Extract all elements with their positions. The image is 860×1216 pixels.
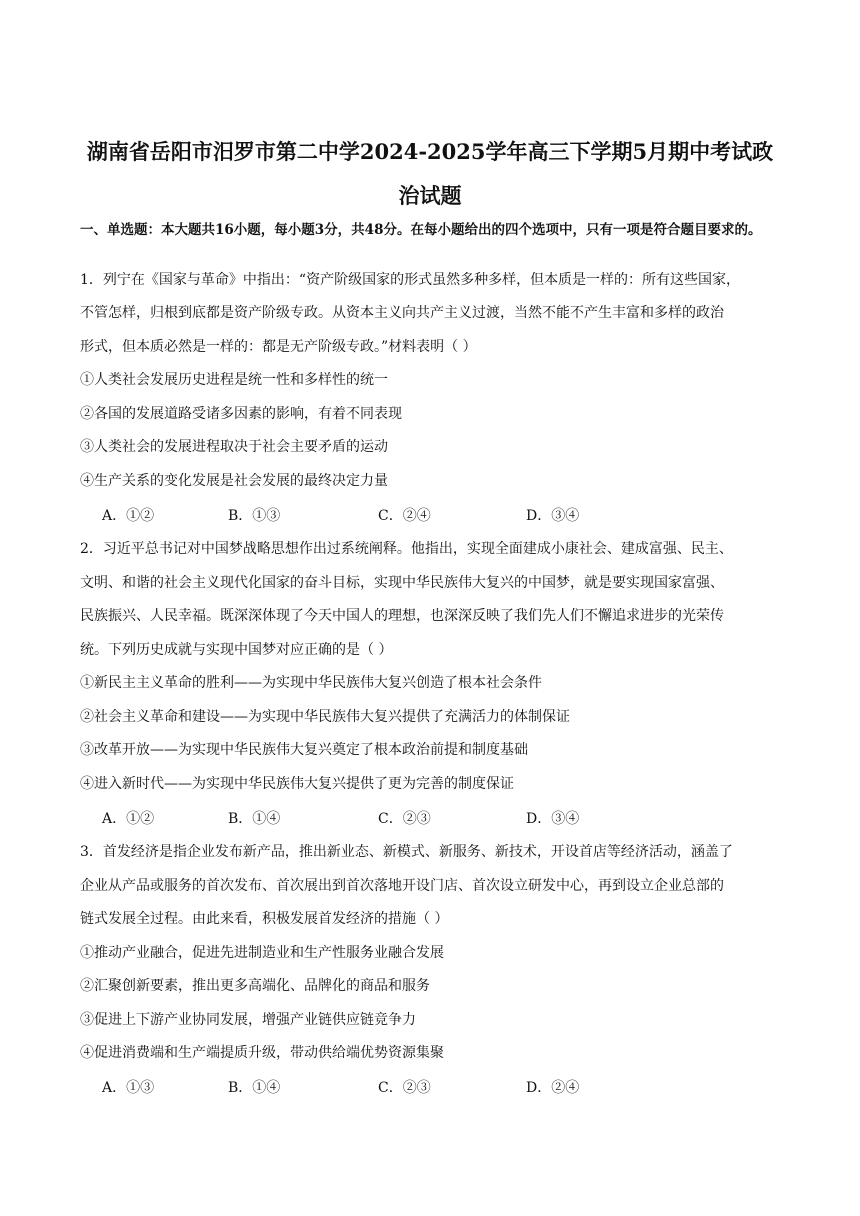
page-title-line-2: 治试题 [398, 183, 462, 208]
q2-statement-2: ②社会主义革命和建设——为实现中华民族伟大复兴提供了充满活力的体制保证 [80, 709, 570, 725]
q1-option-a: A．①② [102, 508, 155, 524]
q3-options [102, 1078, 702, 1098]
q1-stem-line-1: 1．列宁在《国家与革命》中指出：“资产阶级国家的形式虽然多种多样，但本质是一样的：所有这些国家， [80, 272, 741, 288]
q3-option-d: D．②④ [526, 1080, 580, 1096]
q3-statement-1: ①推动产业融合，促进先进制造业和生产性服务业融合发展 [80, 945, 444, 961]
q1-statement-4: ④生产关系的变化发展是社会发展的最终决定力量 [80, 473, 388, 489]
q1-statement-1: ①人类社会发展历史进程是统一性和多样性的统一 [80, 372, 388, 388]
q2-statement-1: ①新民主主义革命的胜利——为实现中华民族伟大复兴创造了根本社会条件 [80, 675, 542, 691]
q3-stem-line-1: 3．首发经济是指企业发布新产品，推出新业态、新模式、新服务、新技术，开设首店等经济活动，涵盖了 [80, 844, 733, 860]
q2-statement-4: ④进入新时代——为实现中华民族伟大复兴提供了更为完善的制度保证 [80, 776, 514, 792]
q3-statement-4: ④促进消费端和生产端提质升级，带动供给端优势资源集聚 [80, 1045, 444, 1061]
q1-option-b: B．①③ [228, 508, 281, 524]
section-heading: 一、单选题：本大题共16小题，每小题3分，共48分。在每小题给出的四个选项中，只有一项是符合题目要求的。 [80, 222, 762, 238]
q3-stem-line-3: 链式发展全过程。由此来看，积极发展首发经济的措施（ ） [80, 911, 449, 927]
q1-option-d: D．③④ [526, 508, 580, 524]
q2-statement-3: ③改革开放——为实现中华民族伟大复兴奠定了根本政治前提和制度基础 [80, 742, 528, 758]
q1-options [102, 506, 702, 526]
q3-option-c: C．②③ [378, 1080, 431, 1096]
q2-option-d: D．③④ [526, 811, 580, 827]
q1-statement-3: ③人类社会的发展进程取决于社会主要矛盾的运动 [80, 439, 388, 455]
q1-stem-line-2: 不管怎样，归根到底都是资产阶级专政。从资本主义向共产主义过渡，当然不能不产生丰富和多样的政治 [80, 305, 724, 321]
q2-option-c: C．②③ [378, 811, 431, 827]
q3-statement-2: ②汇聚创新要素，推出更多高端化、品牌化的商品和服务 [80, 978, 430, 994]
page-title-line-1: 湖南省岳阳市汨罗市第二中学2024-2025学年高三下学期5月期中考试政 [86, 139, 774, 164]
q3-stem-line-2: 企业从产品或服务的首次发布、首次展出到首次落地开设门店、首次设立研发中心，再到设立企业总部的 [80, 878, 724, 894]
q2-stem-line-1: 2．习近平总书记对中国梦战略思想作出过系统阐释。他指出，实现全面建成小康社会、建成富强、民主、 [80, 541, 733, 557]
q1-statement-2: ②各国的发展道路受诸多因素的影响，有着不同表现 [80, 406, 402, 422]
q2-stem-line-4: 统。下列历史成就与实现中国梦对应正确的是（ ） [80, 642, 393, 658]
q2-stem-line-2: 文明、和谐的社会主义现代化国家的奋斗目标，实现中华民族伟大复兴的中国梦，就是要实现国家富强、 [80, 575, 724, 591]
q2-option-a: A．①② [102, 811, 155, 827]
q2-option-b: B．①④ [228, 811, 281, 827]
q1-option-c: C．②④ [378, 508, 431, 524]
q3-option-a: A．①③ [102, 1080, 155, 1096]
q2-stem-line-3: 民族振兴、人民幸福。既深深体现了今天中国人的理想，也深深反映了我们先人们不懈追求进步的光荣传 [80, 608, 724, 624]
q3-option-b: B．①④ [228, 1080, 281, 1096]
q1-stem-line-3: 形式，但本质必然是一样的：都是无产阶级专政。”材料表明（ ） [80, 339, 477, 355]
q3-statement-3: ③促进上下游产业协同发展，增强产业链供应链竞争力 [80, 1012, 416, 1028]
q2-options [102, 809, 702, 829]
